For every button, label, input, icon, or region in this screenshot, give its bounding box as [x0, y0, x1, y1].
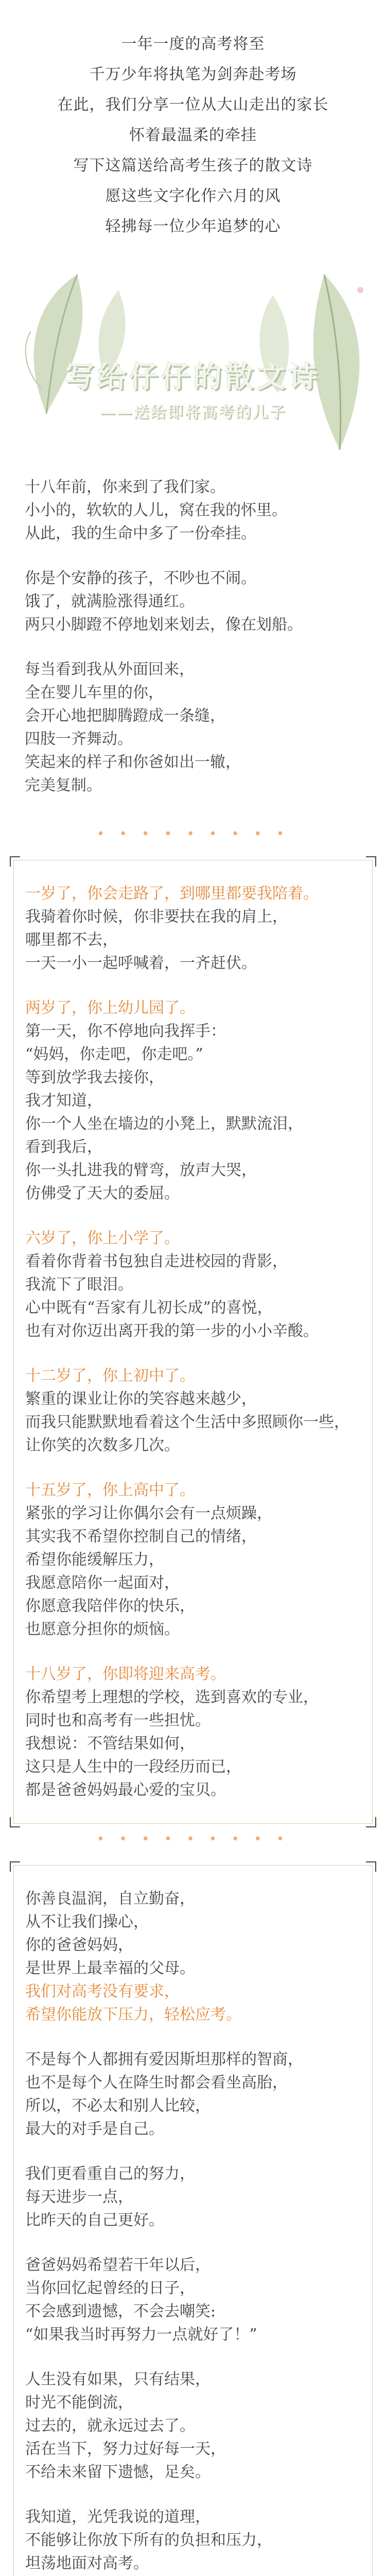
stanza-heading: 六岁了，你上小学了。: [25, 1229, 180, 1247]
poem-line: 看着你背着书包独自走进校园的背影，: [25, 1252, 288, 1270]
intro-line: 千万少年将执笔为剑奔赴考场: [89, 65, 297, 83]
frame-corner: [366, 856, 376, 867]
poem-line: 第一天，你不停地向我挥手：: [25, 1022, 226, 1040]
poem-line: 心中既有“吾家有儿初长成”的喜悦，: [25, 1299, 273, 1317]
poem-line: 也愿意分担你的烦恼。: [25, 1620, 180, 1638]
poem-line: 时光不能倒流，: [25, 2394, 133, 2412]
poem-line: 过去的，就永远过去了。: [25, 2417, 195, 2435]
title-banner: [0, 264, 386, 460]
intro-section: [0, 0, 386, 242]
poem-line: 比昨天的自己更好。: [25, 2211, 164, 2229]
poem-line: 从不让我们操心，: [25, 1913, 149, 1931]
stanza: [25, 1364, 361, 1457]
poem-line: 两只小脚蹬不停地划来划去，像在划船。: [25, 616, 303, 634]
poem-line: 从此，我的生命中多了一份牵挂。: [25, 524, 256, 543]
poem-line: 这只是人生中的一段经历而已，: [25, 1758, 241, 1776]
poem-line: 最大的对手是自己。: [25, 2120, 164, 2138]
poem-line: 每当看到我从外面回来，: [25, 660, 195, 679]
poem-line: 也有对你迈出离开我的第一步的小小辛酸。: [25, 1322, 319, 1340]
frame-corner: [10, 1861, 20, 1872]
poem-line: 当你回忆起曾经的日子，: [25, 2279, 195, 2297]
poem-line: 人生没有如果，只有结果，: [25, 2370, 210, 2388]
poem-line: 你希望考上理想的学校，选到喜欢的专业，: [25, 1688, 319, 1706]
stanza: [25, 658, 361, 797]
poem-line: 希望你能缓解压力，: [25, 1551, 164, 1569]
intro-line: 怀着最温柔的牵挂: [129, 126, 257, 144]
frame-corner: [366, 1861, 376, 1872]
poem-line: 紧张的学习让你偶尔会有一点烦躁，: [25, 1504, 272, 1522]
poem-line: 爸爸妈妈希望若干年以后，: [25, 2256, 210, 2274]
stanza: [25, 1887, 361, 2026]
poem-line: 我想说：不管结果如何，: [25, 1735, 195, 1753]
poem-line: 而我只能默默地看着这个生活中多照顾你一些，: [25, 1413, 349, 1431]
stanza: [25, 996, 361, 1205]
poem-line: 会开心地把脚腾蹬成一条缝，: [25, 707, 225, 725]
poem-line: 一天一小一起呼喊着，一齐赶伏。: [25, 954, 257, 972]
intro-line: 愿这些文字化作六月的风: [105, 187, 281, 205]
divider-dots: • • • • • • • • •: [96, 1832, 290, 1847]
stanza: [25, 2162, 361, 2232]
stanza: [25, 1663, 361, 1802]
poem-line: 是世界上最幸福的父母。: [25, 1959, 195, 1977]
poem-line: 不会感到遗憾，不会去嘲笑:: [25, 2302, 216, 2320]
poem-line: 你愿意我陪伴你的快乐，: [25, 1597, 195, 1615]
poem-line: 看到我后，: [25, 1138, 102, 1156]
banner-subtitle: ——送给即将高考的儿子: [99, 403, 287, 421]
banner-title: 写给仔仔的散文诗: [65, 360, 321, 394]
poem-line: 你是个安静的孩子，不吵也不闹。: [25, 569, 256, 587]
poem-line: 繁重的课业让你的笑容越来越少，: [25, 1390, 257, 1408]
stanza-heading: 十二岁了，你上初中了。: [25, 1367, 195, 1385]
poem-line: 活在当下，努力过好每一天，: [25, 2440, 226, 2458]
poem-line: 坦荡地面对高考。: [25, 2554, 149, 2572]
intro-line: 轻拂每一位少年追梦的心: [105, 217, 281, 235]
poem-line: 我们更看重自己的努力，: [25, 2165, 195, 2183]
stanza-heading: 一岁了，你会走路了，到哪里都要我陪着。: [25, 885, 319, 903]
poem-line: 我知道，光凭我说的道理，: [25, 2508, 210, 2526]
poem-line: 不能够让你放下所有的负担和压力，: [25, 2531, 272, 2549]
poem-line: 你一头扎进我的臂弯，放声大哭，: [25, 1161, 257, 1179]
poem-line: 我流下了眼泪。: [25, 1276, 133, 1294]
stanza: [25, 1227, 361, 1343]
poem-section-3: [13, 1865, 373, 2576]
poem-line: 不是每个人都拥有爱因斯坦那样的智商，: [25, 2050, 303, 2069]
intro-line: 写下这篇送给高考生孩子的散文诗: [73, 157, 313, 175]
poem-line: 笑起来的样子和你爸如出一辙，: [25, 753, 241, 771]
poem-line: 十八年前，你来到了我们家。: [25, 478, 225, 496]
poem-line: 四肢一齐舞动。: [25, 730, 133, 748]
stanza: [25, 476, 361, 545]
poem-line: 同时也和高考有一些担忧。: [25, 1711, 210, 1730]
poem-line: 也不是每个人在降生时都会看坐高胎，: [25, 2074, 288, 2092]
poem-line: 等到放学我去接你，: [25, 1069, 164, 1087]
poem-line: 不给未来留下遗憾，足矣。: [25, 2463, 210, 2481]
stanza: [25, 2048, 361, 2141]
stanza: [25, 2253, 361, 2346]
stanza: [25, 567, 361, 636]
poem-line: 仿佛受了天大的委屈。: [25, 1184, 180, 1202]
poem-line: “如果我当时再努力一点就好了！”: [25, 2326, 257, 2344]
stanza-heading: 十五岁了，你上高中了。: [25, 1481, 195, 1499]
poem-line: 你的爸爸妈妈，: [25, 1936, 133, 1954]
highlight-line: 希望你能放下压力，轻松应考。: [25, 2006, 241, 2024]
poem-line: 完美复制。: [25, 776, 102, 794]
poem-section-1: [25, 476, 361, 797]
poem-line: 你善良温润，自立勤奋，: [25, 1890, 195, 1908]
frame-corner: [366, 1817, 376, 1827]
poem-line: 其实我不希望你控制自己的情绪，: [25, 1528, 257, 1546]
frame-corner: [10, 1817, 20, 1827]
poem-line: 我愿意陪你一起面对，: [25, 1574, 180, 1592]
stanza: [25, 2505, 361, 2575]
poem-line: 每天进步一点，: [25, 2188, 133, 2206]
poem-line: 小小的，软软的人儿，窝在我的怀里。: [25, 501, 287, 519]
stanza-heading: 十八岁了，你即将迎来高考。: [25, 1665, 226, 1683]
poem-line: 所以，不必太和别人比较，: [25, 2097, 210, 2115]
intro-line: 一年一度的高考将至: [121, 35, 265, 53]
poem-line: “妈妈，你走吧，你走吧。”: [25, 1045, 203, 1063]
poem-line: 我骑着你时候，你非要扶在我的肩上，: [25, 908, 288, 926]
stanza: [25, 2368, 361, 2484]
stanza-heading: 两岁了，你上幼儿园了。: [25, 999, 195, 1017]
highlight-line: 我们对高考没有要求，: [25, 1982, 180, 2001]
poem-line: 哪里都不去，: [25, 931, 118, 949]
poem-line: 让你笑的次数多几次。: [25, 1436, 180, 1454]
poem-line: 都是爸爸妈妈最心爱的宝贝。: [25, 1781, 226, 1799]
stanza: [25, 1479, 361, 1641]
intro-line: 在此，我们分享一位从大山走出的家长: [57, 96, 329, 114]
poem-line: 你一个人坐在墙边的小凳上，默默流泪，: [25, 1115, 303, 1133]
poem-line: 全在婴儿车里的你，: [25, 684, 164, 702]
stanza: [25, 882, 361, 975]
poem-section-2: [13, 860, 373, 1824]
divider-dots: • • • • • • • • •: [96, 826, 290, 842]
poem-line: 我才知道，: [25, 1092, 102, 1110]
frame-corner: [10, 856, 20, 867]
poem-line: 饿了，就满脸涨得通红。: [25, 592, 195, 611]
